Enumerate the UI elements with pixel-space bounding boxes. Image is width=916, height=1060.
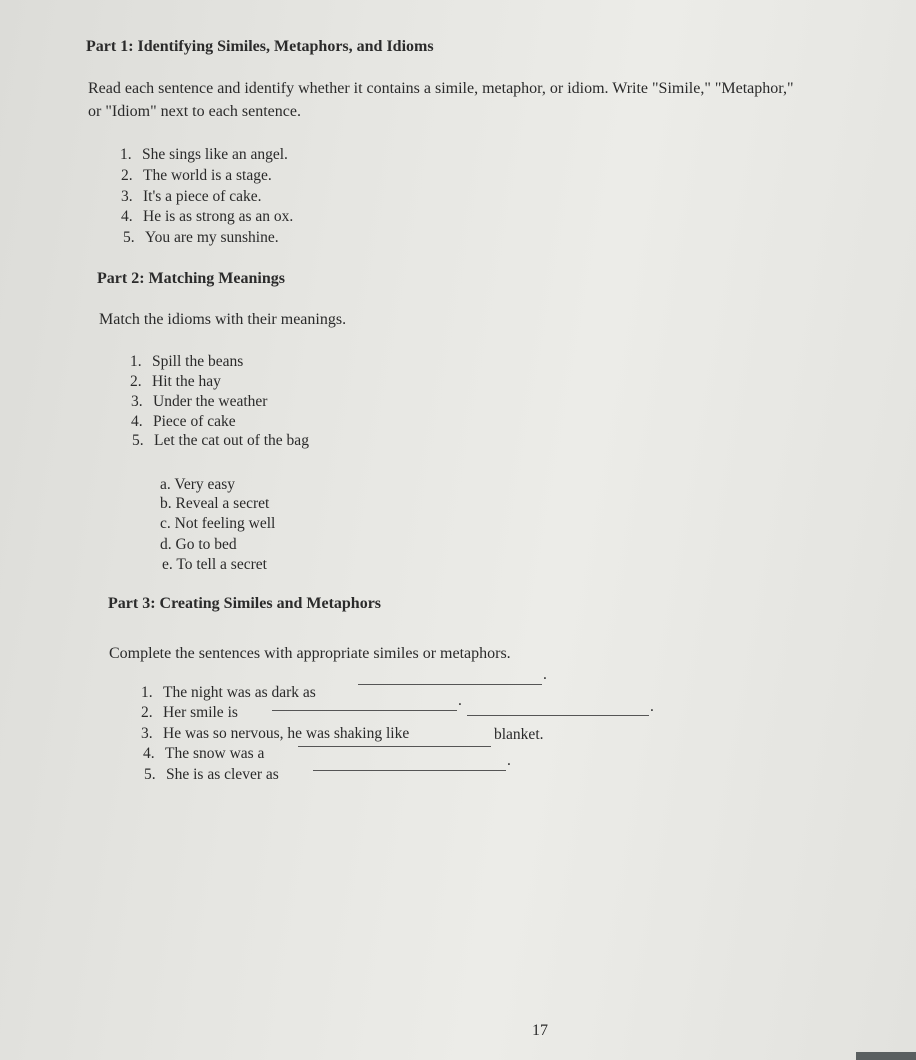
fill-sentence: 3. He was so nervous, he was shaking like (141, 725, 410, 742)
part3-instruction: Complete the sentences with appropriate similes or metaphors. (109, 645, 511, 662)
meaning-item: c. Not feeling well (160, 515, 276, 532)
sentence-end: blanket. (494, 726, 544, 743)
part1-instruction-line2: or "Idiom" next to each sentence. (88, 103, 301, 120)
idiom-item: 3. Under the weather (131, 393, 268, 410)
part1-item: 4. He is as strong as an ox. (121, 208, 294, 225)
idiom-item: 4. Piece of cake (131, 413, 236, 430)
answer-blank[interactable] (358, 684, 542, 685)
part2-instruction: Match the idioms with their meanings. (99, 311, 347, 328)
meaning-item: a. Very easy (160, 476, 236, 493)
answer-blank[interactable] (298, 746, 491, 747)
meaning-item: e. To tell a secret (162, 556, 267, 573)
part1-heading: Part 1: Identifying Similes, Metaphors, and Idioms (86, 38, 434, 55)
part1-item: 1. She sings like an angel. (120, 146, 288, 163)
fill-sentence: 2. Her smile is (141, 704, 238, 721)
meaning-item: d. Go to bed (160, 536, 237, 553)
fill-sentence: 4. The snow was a (143, 745, 265, 762)
part1-instruction-line1: Read each sentence and identify whether it contains a simile, metaphor, or idiom. Write "Simile," "Metaphor," (88, 80, 794, 97)
fill-sentence: 1. The night was as dark as (141, 684, 316, 701)
fill-sentence: 5. She is as clever as (144, 766, 279, 783)
page-number: 17 (532, 1022, 548, 1039)
part1-item: 5. You are my sunshine. (123, 229, 279, 246)
meaning-item: b. Reveal a secret (160, 495, 270, 512)
idiom-item: 2. Hit the hay (130, 373, 221, 390)
desk-edge (856, 1052, 916, 1060)
part3-heading: Part 3: Creating Similes and Metaphors (108, 595, 382, 612)
part1-item: 2. The world is a stage. (121, 167, 272, 184)
idiom-item: 1. Spill the beans (130, 353, 244, 370)
idiom-item: 5. Let the cat out of the bag (132, 432, 309, 449)
answer-blank[interactable] (313, 770, 506, 771)
answer-blank[interactable] (272, 710, 457, 711)
sentence-end: . (458, 692, 462, 709)
sentence-end: . (507, 752, 511, 769)
answer-blank[interactable] (467, 715, 649, 716)
sentence-end: . (543, 666, 547, 683)
sentence-end: . (650, 698, 654, 715)
part1-item: 3. It's a piece of cake. (121, 188, 262, 205)
part2-heading: Part 2: Matching Meanings (97, 270, 285, 287)
